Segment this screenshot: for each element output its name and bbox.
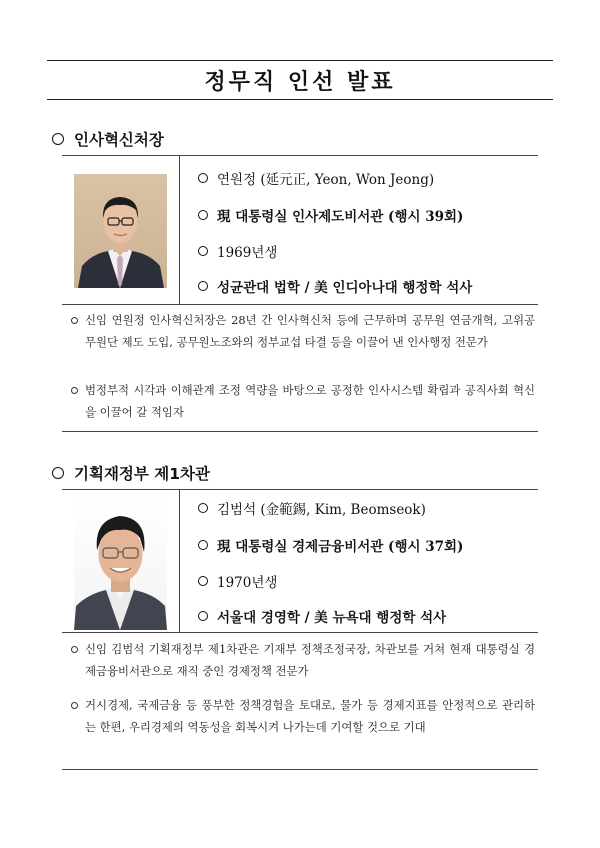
circle-bullet-icon [198,173,208,183]
section-heading-text: 인사혁신처장 [74,131,164,149]
photo-cell [62,490,180,632]
circle-bullet-icon [198,246,208,256]
profile-description-block [62,304,538,432]
profile-birth-year-line [198,241,277,261]
description-item [71,379,535,423]
description-item [71,638,535,682]
profile-birth-year: 1969년생 [217,245,278,261]
title-box [47,60,553,100]
profile-education: 서울대 경영학 / 美 뉴욕대 행정학 석사 [217,610,447,626]
small-circle-bullet-icon [71,646,78,653]
small-circle-bullet-icon [71,387,78,394]
profile-name-line [198,168,434,188]
page-title: 정무직 인선 발표 [204,70,396,95]
circle-bullet-icon [52,467,64,479]
profile-name: 연원정 (延元正, Yeon, Won Jeong) [217,172,435,188]
small-circle-bullet-icon [71,317,78,324]
description-text: 신임 연원정 인사혁신처장은 28년 간 인사혁신처 등에 근무하며 공무원 연금개혁, 고위공무원단 제도 도입, 공무원노조와의 정부교섭 타결 등을 이끌어 낸 인사행정 전문가 [85,313,535,349]
photo-cell [62,156,180,304]
portrait-photo [74,174,167,288]
circle-bullet-icon [198,503,208,513]
circle-bullet-icon [198,210,208,220]
description-text: 범정부적 시각과 이해관계 조정 역량을 바탕으로 공정한 인사시스템 확립과 공직사회 혁신을 이끌어 갈 적임자 [85,383,535,419]
portrait-photo [74,498,167,630]
profile-current-position-line [198,535,463,555]
description-item [71,694,535,738]
description-item [71,309,535,353]
profile-details [198,156,528,304]
profile-education-line [198,276,472,296]
section-heading [52,128,164,150]
profile-description-block [62,632,538,770]
profile-birth-year: 1970년생 [217,575,278,591]
circle-bullet-icon [198,281,208,291]
profile-current-position: 現 대통령실 인사제도비서관 (행시 39회) [217,209,464,225]
circle-bullet-icon [198,540,208,550]
section-heading-text: 기획재정부 제1차관 [74,465,210,483]
profile-name: 김범석 (金範錫, Kim, Beomseok) [217,502,426,518]
profile-education: 성균관대 법학 / 美 인디아나대 행정학 석사 [217,280,473,296]
profile-birth-year-line [198,571,277,591]
description-text: 거시경제, 국제금융 등 풍부한 정책경험을 토대로, 물가 등 경제지표를 안정적으로 관리하는 한편, 우리경제의 역동성을 회복시켜 나가는데 기여할 것으로 기대 [85,698,535,734]
profile-info-block [62,155,538,305]
profile-details [198,490,528,632]
profile-education-line [198,606,446,626]
circle-bullet-icon [198,611,208,621]
section-heading [52,462,210,484]
profile-name-line [198,498,426,518]
profile-current-position: 現 대통령실 경제금융비서관 (행시 37회) [217,539,464,555]
circle-bullet-icon [198,576,208,586]
description-text: 신임 김범석 기획재정부 제1차관은 기재부 정책조정국장, 차관보를 거쳐 현재 대통령실 경제금융비서관으로 재직 중인 경제정책 전문가 [85,642,535,678]
profile-current-position-line [198,205,463,225]
circle-bullet-icon [52,133,64,145]
profile-info-block [62,489,538,633]
small-circle-bullet-icon [71,702,78,709]
